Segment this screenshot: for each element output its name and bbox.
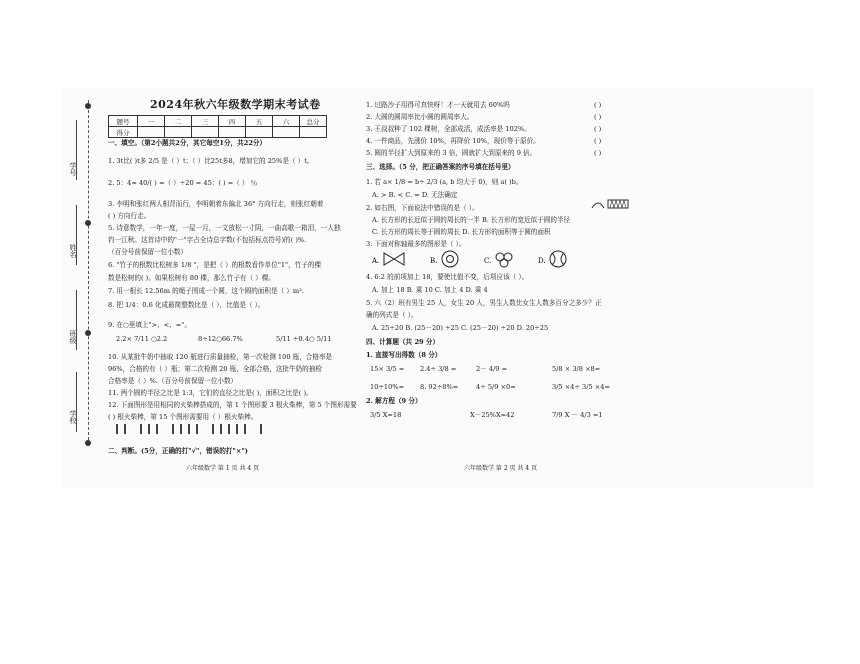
option-label: C. [484,257,492,265]
question-text: （百分号前保留一位小数） [108,248,188,256]
calc-item: 15× 3/5 = [370,365,405,373]
question-text: 钓一江秋。这首诗中的"一"字占全诗总字数(不包括标点符号)的( )%. [108,236,307,244]
options-text: A. > B. < C. = D. 无法确定 [372,191,458,199]
question-text: 7. 用一根长 12.56m 的绳子围成一个圆，这个圆的面积是（ ）m². [108,287,304,295]
calc-item: 2.4÷ 3/8 = [420,365,457,373]
triangle-shape [394,253,404,265]
binding-dot [85,440,91,446]
section-heading: 四、计算题（共 29 分） [366,338,440,346]
answer-blank[interactable]: ( ) [594,137,602,145]
score-table [108,115,327,138]
binding-dot [85,330,91,336]
score-table-header [109,116,327,127]
question-text: 5. 诗意数学，一年一度，一屋一月，一文放松一寸阴，一曲高歌一箱泪，一人独 [108,224,341,232]
option-label: B. [430,257,438,265]
question-text: 9. 在○里填上">、<、="。 [108,321,191,329]
circle-shape [496,253,504,261]
tf-item: 3. 王叔叔种了 102 棵树，全部成活，成活率是 102%。 [366,125,531,133]
margin-label-class: 班级 [69,330,77,344]
binding-dot [85,103,91,109]
binding-line [88,100,89,445]
score-input-cell[interactable] [192,127,219,138]
tf-item: 2. 大圆的圆周率比小圆的圆周率大。 [366,113,474,121]
question-text: 3. 下面对称轴最多的图形是（ ）。 [366,240,466,248]
page-footer: 六年级数学 第 1 页 共 4 页 [186,465,260,472]
equation-item: 3/5 X=18 [370,411,402,419]
binding-dot [85,220,91,226]
question-text: 5. 六（2）班有男生 25 人，女生 20 人，男生人数比女生人数多百分之多少？正 [366,299,602,307]
score-input-cell[interactable] [246,127,273,138]
question-text: 3. 李明和张红两人相背而行，李明朝着东偏北 36° 方向行走，则张红朝着 [108,200,324,208]
question-text: 10. 从某批牛奶中抽取 120 瓶进行质量抽检，第一次检测 100 瓶，合格率是 [108,353,333,361]
question-text: ( ) 根火柴棒，第 15 个图形需要用（ ）根火柴棒。 [108,413,258,421]
margin-label-student-id: 学号 [69,162,77,176]
question-text: 11. 两个圆的半径之比是 1:3，它们的直径之比是( )，面积之比是( )。 [108,389,313,397]
question-text: 数是松树的( )。如果松树有 80 棵，那么竹子有（ ）棵。 [108,274,275,282]
calc-item: 10÷10%= [370,383,405,391]
score-input-cell[interactable] [273,127,300,138]
question-text: 2. 如右图，下面说法中错误的是（ ）。 [366,204,479,212]
class-field[interactable] [76,290,77,350]
compare-item: 5/11 ÷0.4○ 5/11 [276,335,332,343]
answer-blank[interactable]: ( ) [594,101,602,109]
margin-label-name: 姓名 [69,244,77,258]
table-cell: 题号 [109,116,138,127]
options-text: A. 加上 18 B. 乘 10 C. 加上 4 D. 乘 4 [372,286,488,294]
answer-blank[interactable]: ( ) [594,113,602,121]
question-text: ( ) 方向行走。 [108,212,151,220]
section-heading: 一、填空。（第2小题共2分，其它每空1分，共22分） [108,139,267,147]
question-text: 1. 3t比( )t多 2/5 是（ ）t；（ ）比25t多8，增加它的 25%是（ ）t。 [108,157,314,165]
exam-title: 2024年秋六年级数学期末考试卷 [150,98,321,111]
table-cell: 二 [165,116,192,127]
table-cell: 一 [138,116,165,127]
score-input-cell[interactable] [219,127,246,138]
compare-item: 8÷12○66.7% [198,335,243,343]
options-text: A. 长方形的长近似于圆的周长的一半 B. 长方形的宽近似于圆的半径 [372,216,571,224]
question-text: 合格率是（ ）%.（百分号前保留一位小数） [108,377,238,385]
question-text: 6. "竹子的根数比松树多 1/8 "，是把（ ）的根数看作单位"1"，竹子的棵 [108,261,322,269]
question-text: 4. 6:2 的前项加上 18，要使比值不变，后项应该（ ）。 [366,273,529,281]
calc-item: 5/8 × 3/8 ×8= [552,365,601,373]
circle-shape [504,253,512,261]
answer-blank[interactable]: ( ) [594,149,602,157]
arc-shape [552,253,564,265]
equation-item: X－25%X=42 [470,411,515,419]
page-2-body [366,101,626,441]
circle-shape [447,256,454,263]
option-label: A. [372,257,380,265]
option-label: D. [538,257,546,265]
name-field[interactable] [76,205,77,265]
score-input-cell[interactable] [300,127,327,138]
equation-item: 7/9 X － 4/3 =1 [552,411,603,419]
page-footer: 六年级数学 第 2 页 共 4 页 [464,465,538,472]
question-text: 8. 把 1/4：0.6 化成最简整数比是（ ），比值是（ ）。 [108,301,265,309]
compare-item: 2.2× 7/11 ○2.2 [116,335,168,343]
circle-shape [500,259,508,267]
page-1-body [108,139,370,459]
question-text: 2. 5：4= 40/( ) =（ ）÷20 = 45：( ) =（ ） ％ [108,179,258,187]
triangle-shape [384,253,394,265]
circle-shape [442,251,458,267]
section-heading: 二、判断。(5分，正确的打"√"，错误的打"×") [108,447,248,455]
question-text: 12. 下面图形是用相同的火柴棒搭成的，第 1 个图形要 3 根火柴棒，第 5 个图形需要 [108,401,357,409]
table-cell: 总分 [300,116,327,127]
table-cell: 五 [246,116,273,127]
score-input-cell[interactable] [138,127,165,138]
calc-item: 8. 92÷8%= [420,383,459,391]
question-text: 确的列式是（ ）。 [366,311,418,319]
question-text: 1. 若 a× 1/8 = b÷ 2/3 (a, b 均大于 0)，则 a( )b。 [366,178,523,186]
table-cell: 四 [219,116,246,127]
calc-item: 2－ 4/9 = [476,365,508,373]
table-cell: 得分 [109,127,138,138]
section-heading: 三、选择。（5 分，把正确答案的序号填在括号里） [366,163,515,171]
tf-item: 4. 一件商品，先涨价 10%，再降价 10%，现价等于原价。 [366,137,540,145]
student-id-field[interactable] [76,120,77,180]
tf-item: 1. 过路沙子用得可真快呀！才一天就用去 60%吗 [366,101,510,109]
score-input-cell[interactable] [165,127,192,138]
options-text: C. 长方形的周长等于圆的周长 D. 长方形的面积等于圆的面积 [372,228,551,236]
score-table-row [109,127,327,138]
options-text: A. 25÷20 B. (25－20) ÷25 C. (25－20) ÷20 D. 20÷25 [372,324,549,332]
table-cell: 三 [192,116,219,127]
matchstick-figures [114,424,264,436]
school-field[interactable] [76,372,77,432]
subsection-heading: 1. 直接写出得数（8 分） [366,351,442,359]
calc-item: 3/5 ×4÷ 3/5 ×4= [552,383,611,391]
question-text: 96%，合格的有（ ）瓶；第二次检测 20 瓶，全部合格，这批牛奶的抽检 [108,365,322,373]
circle-to-rectangle-figure [590,196,630,212]
margin-label-school: 学校 [69,410,77,424]
tf-item: 5. 圆的半径扩大到原来的 3 倍，圆就扩大到原来的 9 倍。 [366,149,537,157]
symmetry-shape-options [372,249,592,269]
calc-item: 4÷ 5/9 ×0= [476,383,516,391]
table-cell: 六 [273,116,300,127]
subsection-heading: 2. 解方程（9 分） [366,397,422,405]
answer-blank[interactable]: ( ) [594,125,602,133]
